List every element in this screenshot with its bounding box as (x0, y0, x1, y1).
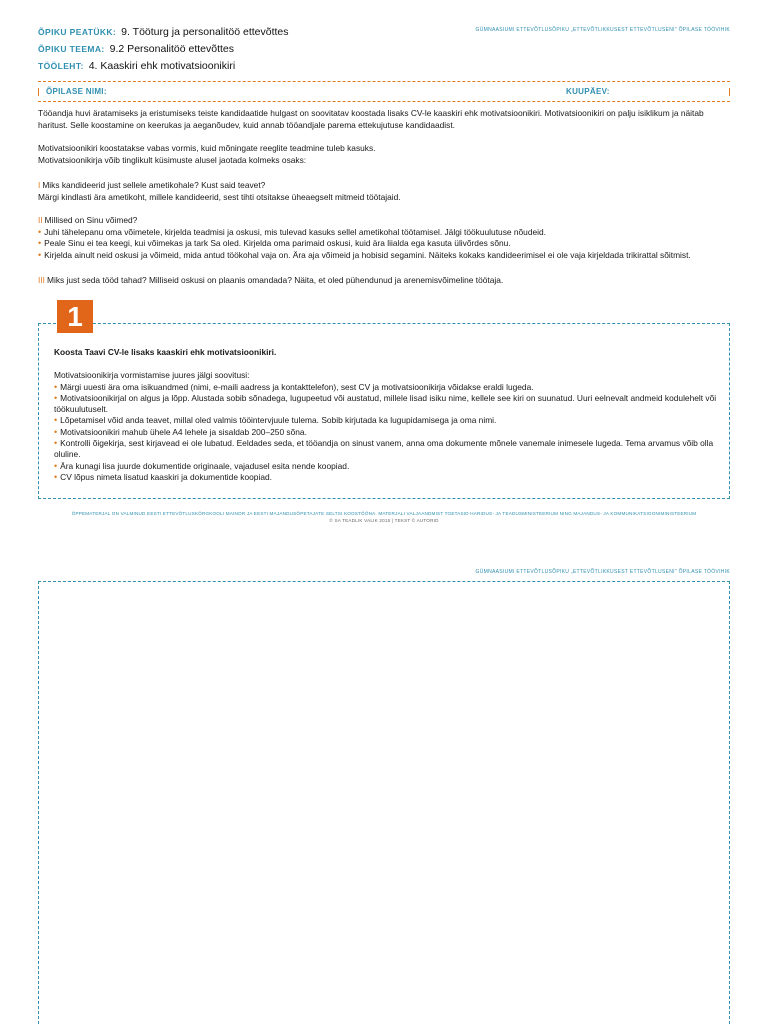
writing-area-right-border (729, 581, 730, 1024)
student-name-label: ÕPILASE NIMI: (46, 87, 107, 96)
task-number-badge (57, 300, 93, 333)
section-one (38, 180, 730, 203)
bullet-icon: • (38, 249, 42, 260)
list-item (54, 438, 734, 461)
student-info-box[interactable] (38, 81, 730, 102)
bullet-icon: • (38, 238, 42, 248)
task-intro: Motivatsioonikirja vormistamise juures jälgi soovitusi: (54, 370, 250, 381)
bullet-icon: • (38, 226, 42, 237)
intro-paragraph-2: Motivatsioonikiri koostatakse vabas vormis, kuid mõningate reeglite teadmine tuleb kasuks. (38, 143, 376, 153)
section-two-numeral: II (38, 215, 43, 225)
list-item (38, 238, 730, 250)
chapter-row (38, 26, 289, 38)
footer-credits: ÕPPEMATERJAL ON VALMINUD EESTI ETTEVÕTLUSKÕRGKOOLI MAINOR JA EESTI MAJANDUSÕPETAJATE SELTSI KOOSTÖÖNA. MATERJALI VALJAANDMIST TOETASID HARIDUS- JA TEADUSMINISTEERIUM NING MAJANDUS- JA KOMMUNIKATSIOONIMINISTEERIUM (71, 511, 697, 516)
list-item (54, 415, 734, 426)
task-content (54, 347, 734, 483)
topic-label: ÕPIKU TEEMA: (38, 44, 105, 54)
list-item (38, 227, 730, 239)
section-three (38, 275, 730, 287)
date-label: KUUPÄEV: (566, 87, 610, 96)
writing-area[interactable] (38, 581, 730, 1024)
topic-value: 9.2 Personalitöö ettevõttes (109, 43, 235, 55)
intro-text (38, 108, 730, 166)
sheet-value: 4. Kaaskiri ehk motivatsioonikiri (88, 60, 236, 72)
topic-row (38, 43, 234, 55)
task-box-left-border (38, 323, 39, 499)
section-one-question: Miks kandideerid just sellele ametikohale? Kust said teavet? (42, 180, 266, 190)
writing-area-left-border (38, 581, 39, 1024)
chapter-value: 9. Tööturg ja personalitöö ettevõttes (121, 26, 289, 38)
sheet-row (38, 60, 235, 72)
page-footer (38, 511, 730, 524)
list-item-text: Peale Sinu ei tea keegi, kui võimekas ja tark Sa oled. Kirjelda oma parimaid oskusi, kuid ära liialda ega kasuta ülivõrdes sõnu. (44, 238, 511, 248)
bullet-icon: • (54, 438, 58, 449)
bullet-icon: • (54, 415, 58, 426)
bullet-icon: • (54, 381, 58, 392)
workbook-title: GÜMNAASIUMI ETTEVÕTLUSÕPIKU „ETTEVÕTLIKKUSEST ETTEVÕTLUSENI" ÕPILASE TÖÖVIHIK (475, 27, 730, 33)
list-item-text: Motivatsioonikirjal on algus ja lõpp. Alustada sobib sõnadega, lugupeetud või austatud, millele lisad isiku nime, kellele see kiri on suunatud. Uuri eelnevalt andmeid kodulehelt või töökuulutuselt. (54, 392, 717, 415)
list-item-text: CV lõpus nimeta lisatud kaaskiri ja dokumentide koopiad. (60, 471, 272, 482)
list-item-text: Kirjelda ainult neid oskusi ja võimeid, mida antud töökohal vaja on. Ära aja võimeid ja hobisid segamini. Näiteks kokaks kandideerimisel ei ole vaja kirjeldada trikirattal sõitmist. (44, 249, 691, 260)
right-tick (729, 88, 730, 96)
left-tick (38, 88, 39, 96)
bullet-icon: • (54, 426, 58, 437)
list-item (54, 393, 734, 416)
footer-copyright: © SA TEADLIK VALIK 2015 | TEKST © AUTORID (329, 517, 439, 523)
list-item-text: Ära kunagi lisa juurde dokumentide originaale, vajadusel esita nende koopiad. (60, 460, 350, 471)
list-item-text: Motivatsioonikiri mahub ühele A4 lehele ja sisaldab 200–250 sõna. (60, 426, 307, 437)
list-item (54, 461, 734, 472)
chapter-label: ÕPIKU PEATÜKK: (38, 27, 117, 37)
list-item (54, 427, 734, 438)
section-two (38, 215, 730, 261)
bullet-icon: • (54, 392, 58, 403)
task-title: Koosta Taavi CV-le lisaks kaaskiri ehk motivatsioonikiri. (54, 347, 277, 357)
list-item-text: Märgi uuesti ära oma isikuandmed (nimi, e-maili aadress ja kontakttelefon), sest CV ja motivatsioonikirja võidakse eraldi lugeda. (60, 381, 534, 392)
section-two-question: Millised on Sinu võimed? (44, 215, 138, 225)
bullet-icon: • (54, 460, 58, 471)
list-item-text: Juhi tähelepanu oma võimetele, kirjelda teadmisi ja oskusi, mis tulevad kasuks sellel ametikohal töötamisel. Jälgi töökuulutuse nõudeid. (44, 226, 546, 237)
section-one-text: Märgi kindlasti ära ametikoht, millele kandideerid, sest tihti otsitakse üheaegselt mitmeid töötajaid. (38, 191, 401, 202)
list-item (38, 250, 730, 262)
section-one-numeral: I (38, 180, 41, 190)
list-item-text: Kontrolli õigekirja, sest kirjavead ei ole lubatud. Eeldades seda, et tööandja on sinust vanem, anna oma dokumente mõnele vanemale inimesele lugeda. Tema arvamus võib olla oluline. (54, 438, 714, 460)
intro-paragraph-3: Motivatsioonikirja võib tinglikult küsimuste alusel jaotada kolmeks osaks: (38, 154, 307, 165)
task-number: 1 (67, 301, 83, 332)
page2-workbook-title: GÜMNAASIUMI ETTEVÕTLUSÕPIKU „ETTEVÕTLIKKUSEST ETTEVÕTLUSENI" ÕPILASE TÖÖVIHIK (475, 569, 730, 575)
list-item (54, 382, 734, 393)
section-three-question: Miks just seda tööd tahad? Milliseid oskusi on plaanis omandada? Näita, et oled pühendunud ja arenemisvõimeline töötaja. (46, 275, 504, 285)
bullet-icon: • (54, 471, 58, 482)
section-three-numeral: III (38, 275, 45, 285)
list-item-text: Lõpetamisel võid anda teavet, millal oled valmis tööintervjuule tulema. Sobib kirjutada ka lugupidamisega ja oma nimi. (60, 415, 497, 426)
intro-paragraph-1: Tööandja huvi äratamiseks ja eristumiseks teiste kandidaatide hulgast on soovitatav koostada lisaks CV-le kaaskiri ehk motivatsioonikiri. Motivatsioonikiri on palju isiklikum ja näitab haritust. Selle koostamine on keerukas ja aeganõudev, kuid annab tööandjale parema ettekujutuse kandidaadist. (38, 108, 704, 130)
sheet-label: TÖÖLEHT: (38, 61, 84, 71)
list-item (54, 472, 734, 483)
